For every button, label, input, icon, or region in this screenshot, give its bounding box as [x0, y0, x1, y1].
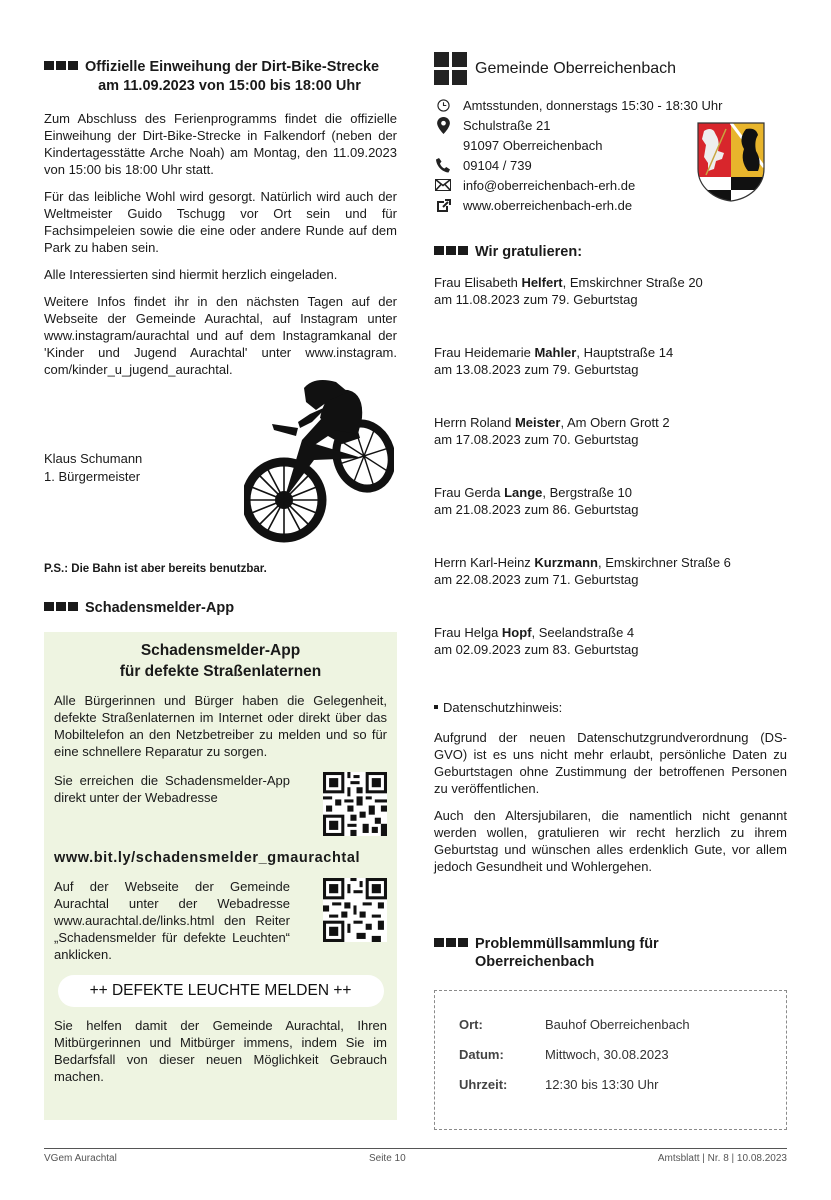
entry-surname: Helfert: [521, 275, 563, 290]
contact-block: [434, 95, 787, 215]
birthday-entry: [434, 624, 787, 658]
bullet-icon: [434, 705, 438, 709]
email-link[interactable]: info@oberreichenbach-erh.de: [463, 177, 636, 193]
entry-prefix: Frau Gerda: [434, 485, 505, 500]
entry-date: am 17.08.2023 zum 70. Geburtstag: [434, 432, 639, 447]
gemeinde-logo-icon: [434, 52, 467, 85]
footer-left: VGem Aurachtal: [44, 1153, 117, 1164]
schadensmelder-heading-text: Schadensmelder-App: [85, 600, 235, 616]
entry-address: , Am Obern Grott 2: [560, 415, 670, 430]
signature-name: Klaus Schumann: [44, 451, 143, 466]
web-link[interactable]: www.oberreichenbach-erh.de: [463, 197, 633, 213]
entry-date: am 11.08.2023 zum 79. Geburtstag: [434, 292, 638, 307]
report-defect-button[interactable]: ++ DEFEKTE LEUCHTE MELDEN ++: [58, 975, 384, 1007]
box-title-line1: Schadensmelder-App: [140, 642, 301, 659]
birthday-entry: [434, 274, 787, 308]
gratulation-heading: [434, 243, 787, 261]
reach-text: Sie erreichen die Schadensmelder-App direkt unter der Webadresse: [54, 773, 290, 805]
entry-date: am 21.08.2023 zum 86. Geburtstag: [434, 502, 639, 517]
dirtbike-heading-line2: am 11.09.2023 von 15:00 bis 18:00 Uhr: [98, 78, 361, 94]
entry-prefix: Herrn Karl-Heinz: [434, 555, 535, 570]
info-value: Bauhof Oberreichenbach: [545, 1017, 690, 1032]
birthday-entry: [434, 484, 787, 518]
info-value: Mittwoch, 30.08.2023: [545, 1047, 669, 1062]
entry-date: am 13.08.2023 zum 79. Geburtstag: [434, 362, 639, 377]
box-closing: Sie helfen damit der Gemeinde Aurachtal, Ihren Mitbürgerinnen und Mitbürger immens, indem Sie im Bedarfsfall von dieser neuen Möglichkeit Gebrauch machen.: [54, 1018, 387, 1084]
birthday-entry: [434, 344, 787, 378]
gemeinde-header: [434, 52, 787, 85]
hours-text: Amtsstunden, donnerstags 15:30 - 18:30 Uhr: [463, 97, 723, 113]
mail-icon: [434, 177, 452, 193]
qr-code-icon[interactable]: [323, 878, 387, 942]
dirtbike-paragraph: Für das leibliche Wohl wird gesorgt. Natürlich wird auch der Weltmeister Guido Tschugg vor Ort sein und für Fachsimpeleien sowie die eine oder andere Runde auf dem Park zu haben sein.: [44, 189, 397, 255]
entry-address: , Emskirchner Straße 6: [597, 555, 731, 570]
entry-surname: Kurzmann: [534, 555, 598, 570]
qr-code-icon[interactable]: [323, 772, 387, 836]
box-title: [54, 640, 387, 682]
mountain-bike-rider-image: [244, 378, 394, 548]
dirtbike-heading: [44, 58, 397, 96]
entry-prefix: Frau Heidemarie: [434, 345, 535, 360]
entry-address: , Seelandstraße 4: [531, 625, 635, 640]
entry-prefix: Frau Helga: [434, 625, 502, 640]
entry-address: , Hauptstraße 14: [576, 345, 674, 360]
info-label: Uhrzeit:: [459, 1077, 508, 1092]
info-value: 12:30 bis 13:30 Uhr: [545, 1077, 659, 1092]
signature-role: 1. Bürgermeister: [44, 469, 141, 484]
box-intro: Alle Bürgerinnen und Bürger haben die Gelegenheit, defekte Straßenlaternen im Internet oder direkt über das Mobiltelefon an den Netzbetreiber zu melden und so für eine schnellere Reparatur zu sorgen.: [54, 693, 387, 759]
entry-address: , Emskirchner Straße 20: [562, 275, 703, 290]
entry-surname: Hopf: [501, 625, 532, 640]
box-title-line2: für defekte Straßenlaternen: [119, 663, 322, 680]
info-label: Ort:: [459, 1017, 483, 1032]
entry-date: am 22.08.2023 zum 71. Geburtstag: [434, 572, 639, 587]
reach-row: [54, 772, 387, 836]
location-pin-icon: [434, 117, 452, 133]
datenschutz-paragraph: Auch den Altersjubilaren, die namentlich nicht genannt werden wollen, gratulieren wir recht herzlich zu ihrem Geburtstag und wünschen alles erdenklich Gute, vor allem jedoch Gesundheit und Wohlergehen.: [434, 808, 787, 874]
section-marker-icon: [434, 246, 468, 255]
entry-prefix: Frau Elisabeth: [434, 275, 522, 290]
datenschutz-paragraph: Aufgrund der neuen Datenschutzgrundverordnung (DS-GVO) ist es uns nicht mehr erlaubt, persönliche Daten zu Geburtstagen ohne Zustimmung der betroffenen Personen zu veröffentlichen.: [434, 730, 787, 796]
page-footer: [44, 1148, 787, 1164]
coat-of-arms-image: [696, 121, 766, 203]
datenschutz-label: [434, 700, 787, 715]
entry-address: , Bergstraße 10: [542, 485, 632, 500]
dirtbike-paragraph: Alle Interessierten sind hiermit herzlich eingeladen.: [44, 267, 338, 282]
gemeinde-title: Gemeinde Oberreichenbach: [475, 59, 677, 77]
info-row: [459, 1017, 786, 1047]
left-column: [44, 58, 397, 1084]
footer-page-number: Seite 10: [368, 1153, 406, 1164]
schadensmelder-info-box: [44, 632, 397, 1120]
dirtbike-paragraph: Weitere Infos findet ihr in den nächsten Tagen auf der Webseite der Gemeinde Aurachtal, auf Instagram unter www.instagram/aurachtal und auf dem Instagramkanal der 'Kinder und Jugend Aurachtal' unter www.instagram. com/kinder_u_jugend_aurachtal.: [44, 294, 397, 377]
clock-icon: [434, 97, 452, 113]
datenschutz-label-text: Datenschutzhinweis:: [443, 700, 563, 715]
entry-surname: Lange: [504, 485, 543, 500]
section-marker-icon: [44, 61, 78, 70]
problemmuell-heading: [434, 935, 659, 971]
section-marker-icon: [44, 602, 78, 611]
phone-icon: [434, 157, 452, 173]
entry-surname: Meister: [514, 415, 561, 430]
phone-text[interactable]: 09104 / 739: [463, 157, 532, 173]
birthday-entry: [434, 554, 787, 588]
dirtbike-heading-line1: Offizielle Einweihung der Dirt-Bike-Strecke: [85, 59, 380, 75]
dirtbike-paragraph: Zum Abschluss des Ferienprogramms findet die offizielle Einweihung der Dirt-Bike-Strecke in Falkendorf (neben der Kindertagesstätte Arche Noah) am Montag, den 11.09.2023 von 15:00 bis 18:00 Uhr statt.: [44, 111, 397, 177]
problemmuell-heading-line2: Oberreichenbach: [475, 954, 595, 970]
external-link-icon: [434, 197, 452, 213]
website-text: Auf der Webseite der Gemeinde Aurachtal unter der Webadresse www.aurachtal.de/links.html den Reiter „Schadensmelder für defekte Leuchten“ anklicken.: [54, 879, 290, 962]
entry-prefix: Herrn Roland: [434, 415, 515, 430]
birthday-list: [434, 274, 787, 658]
ps-note: P.S.: Die Bahn ist aber bereits benutzbar.: [44, 563, 267, 575]
problemmuell-heading-line1: Problemmüllsammlung für: [475, 936, 659, 952]
birthday-entry: [434, 414, 787, 448]
entry-date: am 02.09.2023 zum 83. Geburtstag: [434, 642, 639, 657]
entry-surname: Mahler: [534, 345, 577, 360]
info-label: Datum:: [459, 1047, 504, 1062]
footer-right: Amtsblatt | Nr. 8 | 10.08.2023: [657, 1153, 787, 1164]
signature: [44, 450, 142, 486]
info-row: [459, 1047, 786, 1077]
info-row: [459, 1077, 786, 1107]
section-marker-icon: [434, 938, 468, 947]
street-text: Schulstraße 21: [463, 117, 551, 133]
hours-row: [434, 95, 787, 115]
problemmuell-info-box: [434, 990, 787, 1130]
schadensmelder-heading: [44, 599, 234, 617]
gratulation-heading-text: Wir gratulieren:: [475, 244, 583, 260]
right-column: [434, 52, 787, 1092]
city-text: 91097 Oberreichenbach: [463, 137, 603, 153]
website-row: [54, 878, 387, 963]
schadensmelder-url[interactable]: www.bit.ly/schadensmelder_gmaurachtal: [54, 850, 361, 866]
